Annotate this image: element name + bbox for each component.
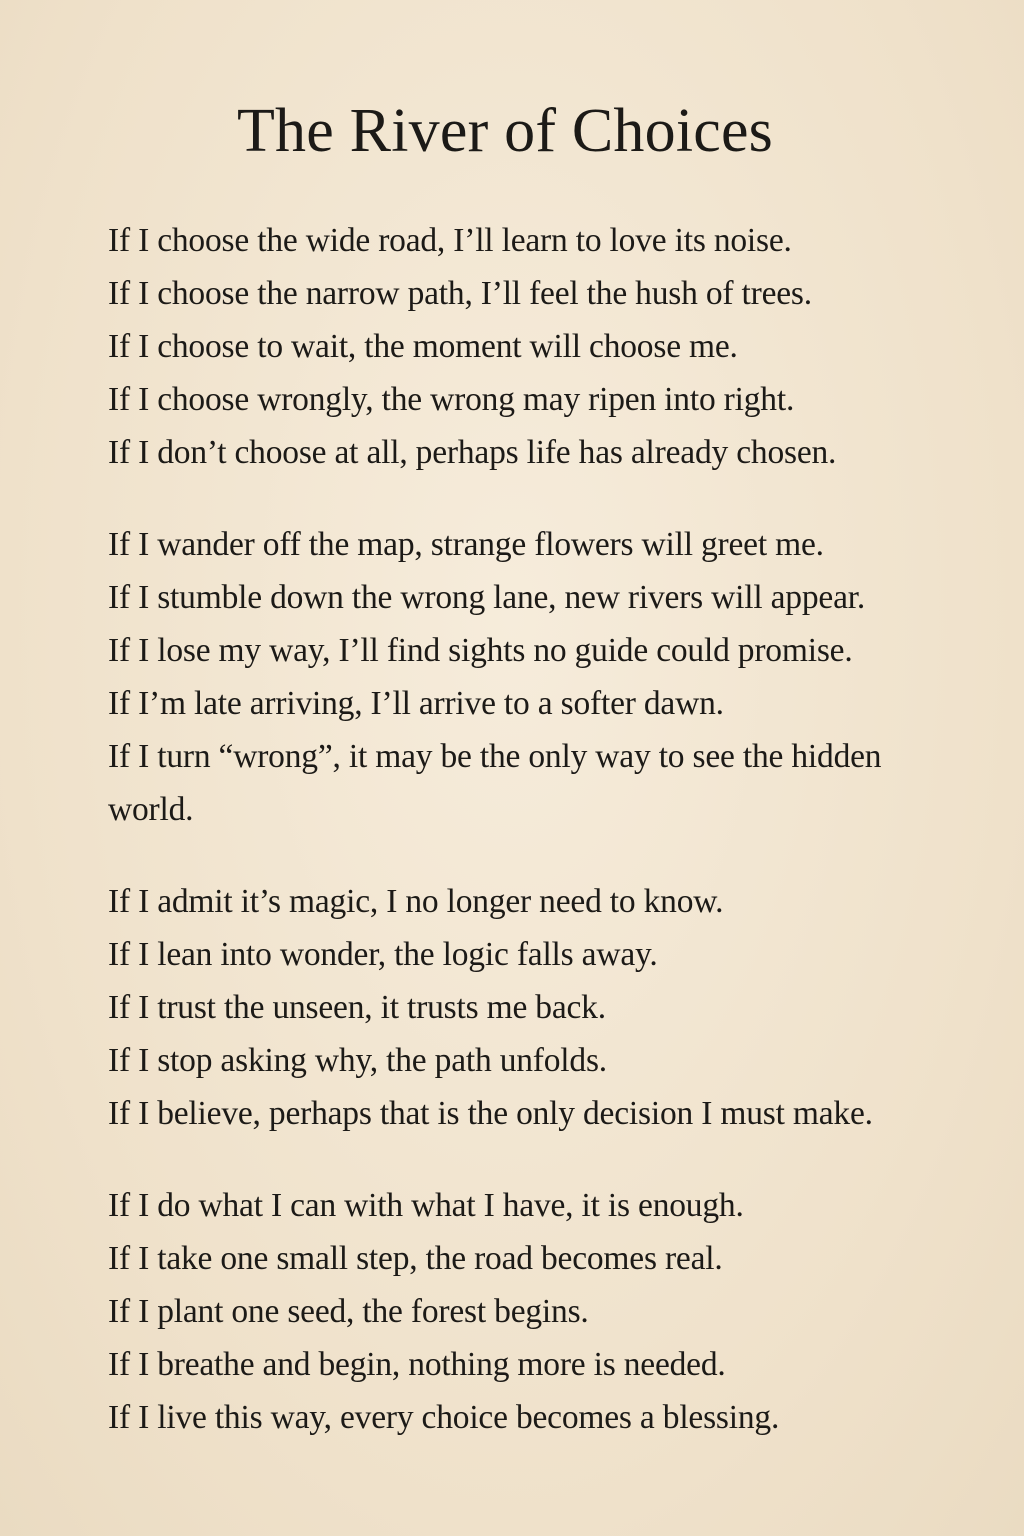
poem-line: If I stumble down the wrong lane, new rivers will appear. (108, 579, 866, 616)
poem-line: If I stop asking why, the path unfolds. (108, 1042, 607, 1079)
poem-line: If I don’t choose at all, perhaps life has already chosen. (108, 434, 837, 471)
stanza-3 (108, 875, 988, 1140)
poem-line: If I lose my way, I’ll find sights no guide could promise. (108, 632, 853, 669)
poem-line: If I trust the unseen, it trusts me back. (108, 989, 606, 1026)
stanza-4 (108, 1179, 988, 1444)
poem-line: If I breathe and begin, nothing more is needed. (108, 1346, 726, 1383)
poem-line: If I choose wrongly, the wrong may ripen into right. (108, 381, 795, 418)
poem-line: If I wander off the map, strange flowers will greet me. (108, 526, 824, 563)
poem-body (108, 214, 988, 1483)
poem-line: If I take one small step, the road becomes real. (108, 1240, 723, 1277)
poem-line: If I live this way, every choice becomes a blessing. (108, 1399, 780, 1436)
stanza-2 (108, 518, 988, 836)
poem-line: If I admit it’s magic, I no longer need to know. (108, 883, 724, 920)
poem-title: The River of Choices (236, 97, 774, 165)
poem-line: If I choose to wait, the moment will choose me. (108, 328, 738, 365)
poem-line: If I choose the wide road, I’ll learn to love its noise. (108, 222, 792, 259)
poem-line: If I choose the narrow path, I’ll feel the hush of trees. (108, 275, 812, 312)
poem-line: If I’m late arriving, I’ll arrive to a softer dawn. (108, 685, 724, 722)
poem-line: If I plant one seed, the forest begins. (108, 1293, 589, 1330)
poem-line: If I believe, perhaps that is the only decision I must make. (108, 1095, 873, 1132)
stanza-1 (108, 214, 988, 479)
poem-line: If I lean into wonder, the logic falls away. (108, 936, 658, 973)
poem-line: If I do what I can with what I have, it is enough. (108, 1187, 744, 1224)
poem-line: If I turn “wrong”, it may be the only way to see the hidden world. (108, 738, 882, 828)
